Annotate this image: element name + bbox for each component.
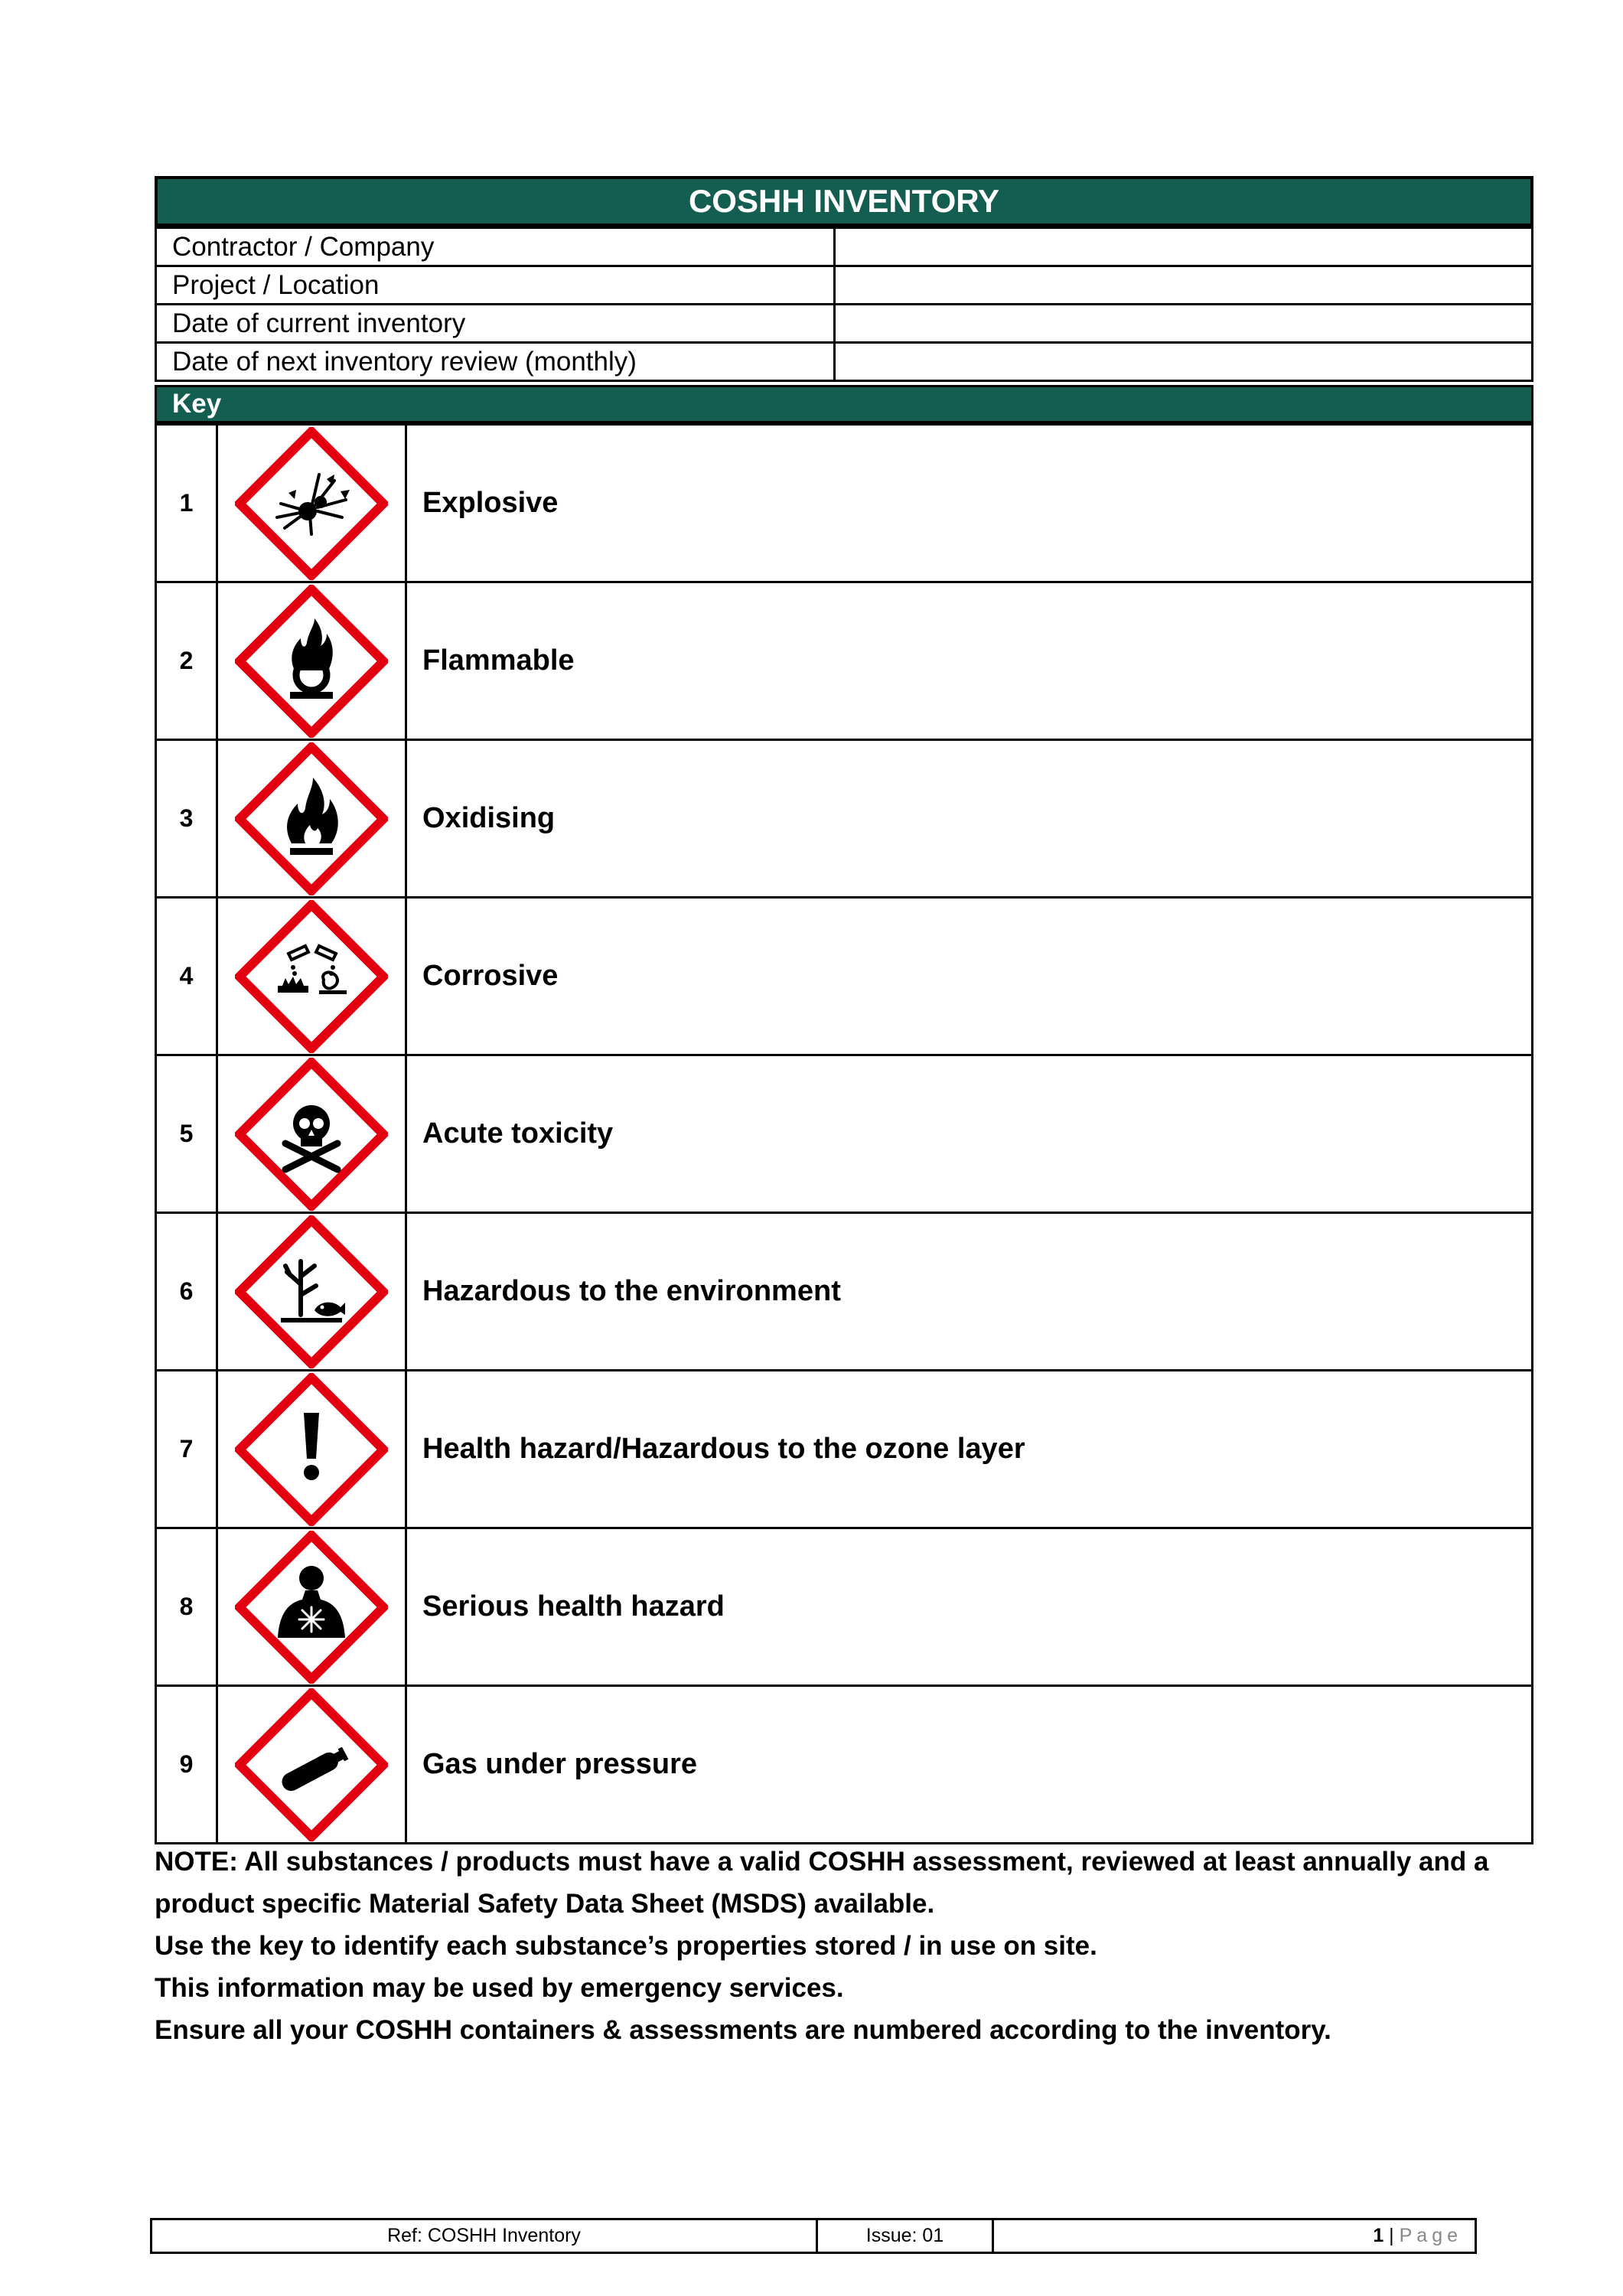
notes-section [155,1841,1547,2051]
explosive-icon [235,427,388,580]
note-line: This information may be used by emergency services. [155,1973,844,2003]
key-number: 4 [156,898,217,1055]
coshh-inventory-form [155,176,1533,1844]
info-label: Date of current inventory [156,305,835,343]
project-location-field[interactable] [835,266,1533,305]
contractor-company-field[interactable] [835,228,1533,266]
next-review-date-field[interactable] [835,343,1533,381]
key-row [156,582,1533,740]
oxidising-icon [235,742,388,895]
pictogram-cell [217,1371,406,1528]
key-row [156,1528,1533,1686]
page-number: 1 [1373,2225,1384,2246]
page-separator: | [1383,2225,1400,2246]
key-number: 7 [156,1371,217,1528]
page-word: Page [1399,2225,1462,2246]
key-row [156,1686,1533,1844]
footer-ref: Ref: COSHH Inventory [152,2219,817,2253]
info-row [156,228,1533,266]
flammable-icon [235,585,388,738]
corrosive-icon [235,900,388,1053]
info-row [156,343,1533,381]
exclamation-icon [235,1373,388,1526]
key-label: Corrosive [406,898,1533,1055]
key-label: Explosive [406,425,1533,582]
serious-health-hazard-icon [235,1531,388,1684]
info-label: Date of next inventory review (monthly) [156,343,835,381]
key-label: Hazardous to the environment [406,1213,1533,1371]
key-row [156,740,1533,898]
key-number: 5 [156,1055,217,1213]
key-label: Gas under pressure [406,1686,1533,1844]
key-row [156,1055,1533,1213]
pictogram-cell [217,425,406,582]
pictogram-cell [217,1686,406,1844]
key-row [156,1213,1533,1371]
info-label: Contractor / Company [156,228,835,266]
key-label: Acute toxicity [406,1055,1533,1213]
note-line: Use the key to identify each substance’s properties stored / in use on site. [155,1931,1097,1961]
key-label: Flammable [406,582,1533,740]
key-table [155,423,1533,1844]
pictogram-cell [217,1213,406,1371]
key-number: 1 [156,425,217,582]
pictogram-cell [217,1055,406,1213]
footer-issue: Issue: 01 [817,2219,993,2253]
key-number: 3 [156,740,217,898]
key-number: 9 [156,1686,217,1844]
key-label: Oxidising [406,740,1533,898]
key-row [156,898,1533,1055]
pictogram-cell [217,1528,406,1686]
pictogram-cell [217,898,406,1055]
info-row [156,305,1533,343]
key-label: Serious health hazard [406,1528,1533,1686]
note-line: Ensure all your COSHH containers & assessments are numbered according to the inventory. [155,2015,1331,2045]
key-row [156,1371,1533,1528]
note-line: NOTE: All substances / products must have a valid COSHH assessment, reviewed at least annually and a product specific Material Safety Data Sheet (MSDS) available. [155,1847,1489,1919]
info-table [155,227,1533,382]
form-title: COSHH INVENTORY [155,176,1533,227]
current-inventory-date-field[interactable] [835,305,1533,343]
key-heading: Key [155,385,1533,423]
gas-cylinder-icon [235,1688,388,1841]
acute-toxicity-icon [235,1058,388,1211]
key-number: 6 [156,1213,217,1371]
pictogram-cell [217,582,406,740]
info-row [156,266,1533,305]
key-row [156,425,1533,582]
key-label: Health hazard/Hazardous to the ozone layer [406,1371,1533,1528]
page-footer [150,2218,1477,2254]
info-label: Project / Location [156,266,835,305]
key-number: 2 [156,582,217,740]
key-number: 8 [156,1528,217,1686]
footer-page [993,2219,1476,2253]
environment-icon [235,1215,388,1368]
pictogram-cell [217,740,406,898]
